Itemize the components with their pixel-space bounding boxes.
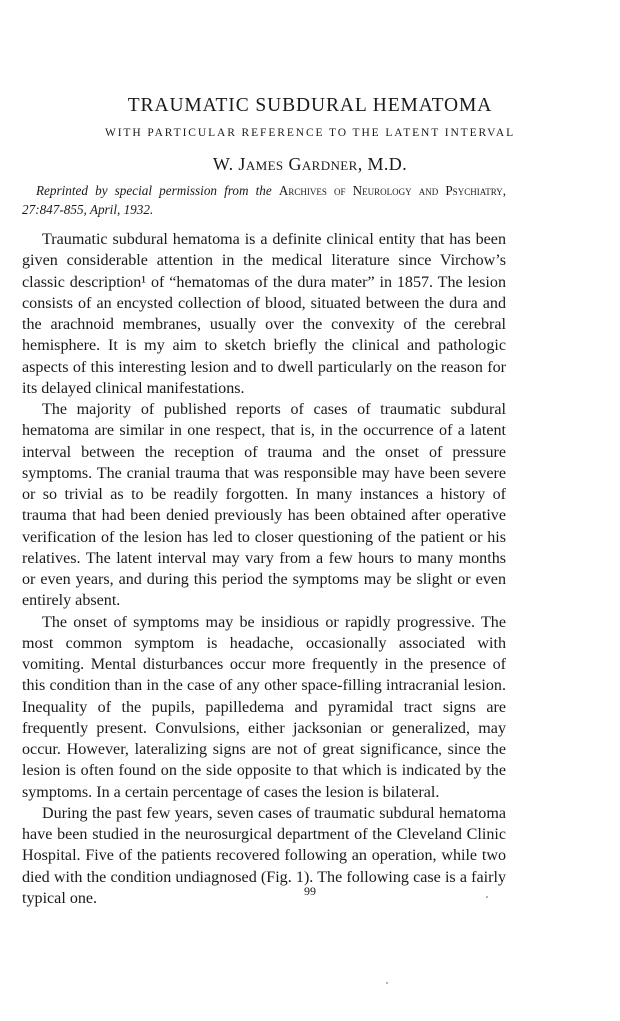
reprint-note (22, 181, 506, 219)
scan-speck (486, 896, 488, 898)
article-body (22, 229, 506, 909)
article-subtitle: WITH PARTICULAR REFERENCE TO THE LATENT INTERVAL (104, 127, 516, 139)
reprint-journal: Archives of Neurology and Psychiatry, (278, 183, 506, 198)
reprint-lead: Reprinted by special permission from the (36, 183, 272, 198)
author-byline: W. James Gardner, M.D. (212, 154, 408, 174)
body-paragraph: The onset of symptoms may be insidious or rapidly progressive. The most common symptom is headache, occasionally associated with vomiting. Mental disturbances occur more frequently in the presence of this condition than in the case of any other space-filling intracranial lesion. Inequality of the pupils, papilledema and pyramidal tract signs are frequently present. Convulsions, either jacksonian or generalized, may occur. However, lateralizing signs are not of great significance, since the lesion is often found on the side opposite to that which is indicated by the symptoms. In a certain percentage of cases the lesion is bilateral. (22, 613, 506, 801)
page-number: 99 (304, 884, 316, 898)
body-paragraph: During the past few years, seven cases of traumatic subdural hematoma have been studied in the neurosurgical department of the Cleveland Clinic Hospital. Five of the patients recovered following an operation, while two died with the condition undiagnosed (Fig. 1). The following case is a fairly typical one. (22, 804, 506, 907)
body-paragraph: Traumatic subdural hematoma is a definite clinical entity that has been given considerable attention in the medical literature since Virchow’s classic description¹ of “hematomas of the dura mater” in 1857. The lesion consists of an encysted collection of blood, situated between the dura and the arachnoid membranes, usually over the convexity of the cerebral hemisphere. It is my aim to sketch briefly the clinical and pathologic aspects of this interesting lesion and to dwell particularly on the reason for its delayed clinical manifestations. (22, 231, 506, 397)
body-paragraph: The majority of published reports of cases of traumatic subdural hematoma are similar in one respect, that is, in the occurrence of a latent interval between the reception of trauma and the onset of pressure symptoms. The cranial trauma that was responsible may have been severe or so trivial as to be readily forgotten. In many instances a history of trauma that had been denied previously has been obtained after operative verification of the lesion has led to closer questioning of the patient or his relatives. The latent interval may vary from a few hours to many months or even years, and during this period the symptoms may be slight or even entirely absent. (22, 401, 506, 610)
reprint-citation: 27:847-855, April, 1932. (22, 202, 154, 217)
article-title: TRAUMATIC SUBDURAL HEMATOMA (127, 95, 493, 116)
scan-speck (386, 982, 388, 984)
